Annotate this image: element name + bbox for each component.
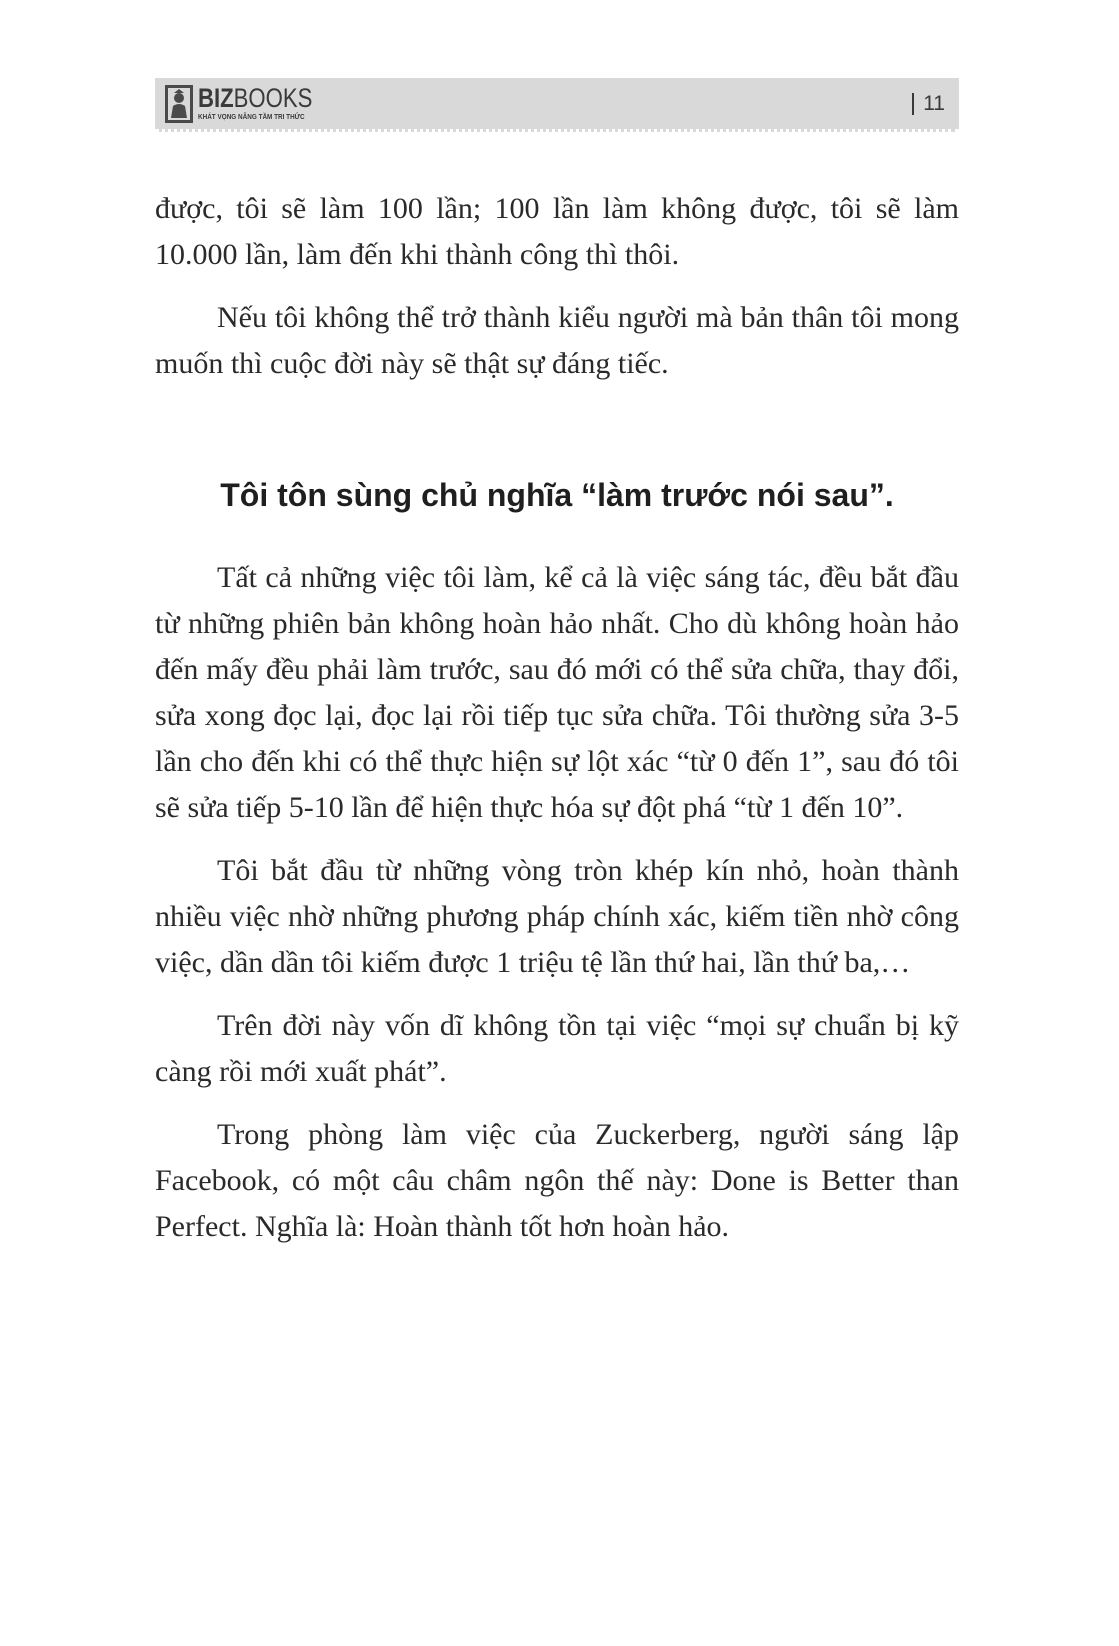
page-header (155, 78, 959, 132)
page-number (912, 92, 945, 116)
brand-name-bold: BIZ (198, 83, 234, 113)
body-paragraph: Trong phòng làm việc của Zuckerberg, người sáng lập Facebook, có một câu châm ngôn thế này: Done is Better than Perfect. Nghĩa là: Hoàn thành tốt hơn hoàn hảo. (155, 1118, 959, 1243)
page-number-value: 11 (923, 92, 945, 115)
body-paragraph: Tất cả những việc tôi làm, kể cả là việc sáng tác, đều bắt đầu từ những phiên bản không hoàn hảo nhất. Cho dù không hoàn hảo đến mấy đều phải làm trước, sau đó mới có thể sửa chữa, thay đổi, sửa xong đọc lại, đọc lại rồi tiếp tục sửa chữa. Tôi thường sửa 3-5 lần cho đến khi có thể thực hiện sự lột xác “từ 0 đến 1”, sau đó tôi sẽ sửa tiếp 5-10 lần để hiện thực hóa sự đột phá “từ 1 đến 10”. (155, 561, 959, 824)
brand-tagline: KHÁT VỌNG NÂNG TẦM TRI THỨC (198, 112, 305, 121)
brand-logo (164, 84, 338, 124)
page-number-divider (912, 93, 914, 115)
bizbooks-logo-icon (164, 84, 194, 124)
brand-name (198, 84, 312, 112)
body-paragraph: Trên đời này vốn dĩ không tồn tại việc “mọi sự chuẩn bị kỹ càng rồi mới xuất phát”. (155, 1009, 959, 1088)
body-paragraph: Nếu tôi không thể trở thành kiểu người mà bản thân tôi mong muốn thì cuộc đời này sẽ thật sự đáng tiếc. (155, 301, 959, 380)
body-paragraph: Tôi bắt đầu từ những vòng tròn khép kín nhỏ, hoàn thành nhiều việc nhờ những phương pháp chính xác, kiếm tiền nhờ công việc, dần dần tôi kiếm được 1 triệu tệ lần thứ hai, lần thứ ba,… (155, 854, 959, 979)
section-heading: Tôi tôn sùng chủ nghĩa “làm trước nói sau”. (220, 477, 894, 513)
page-body (155, 186, 959, 1250)
body-paragraph: được, tôi sẽ làm 100 lần; 100 lần làm không được, tôi sẽ làm 10.000 lần, làm đến khi thành công thì thôi. (155, 192, 959, 271)
brand-name-light: BOOKS (233, 83, 313, 113)
